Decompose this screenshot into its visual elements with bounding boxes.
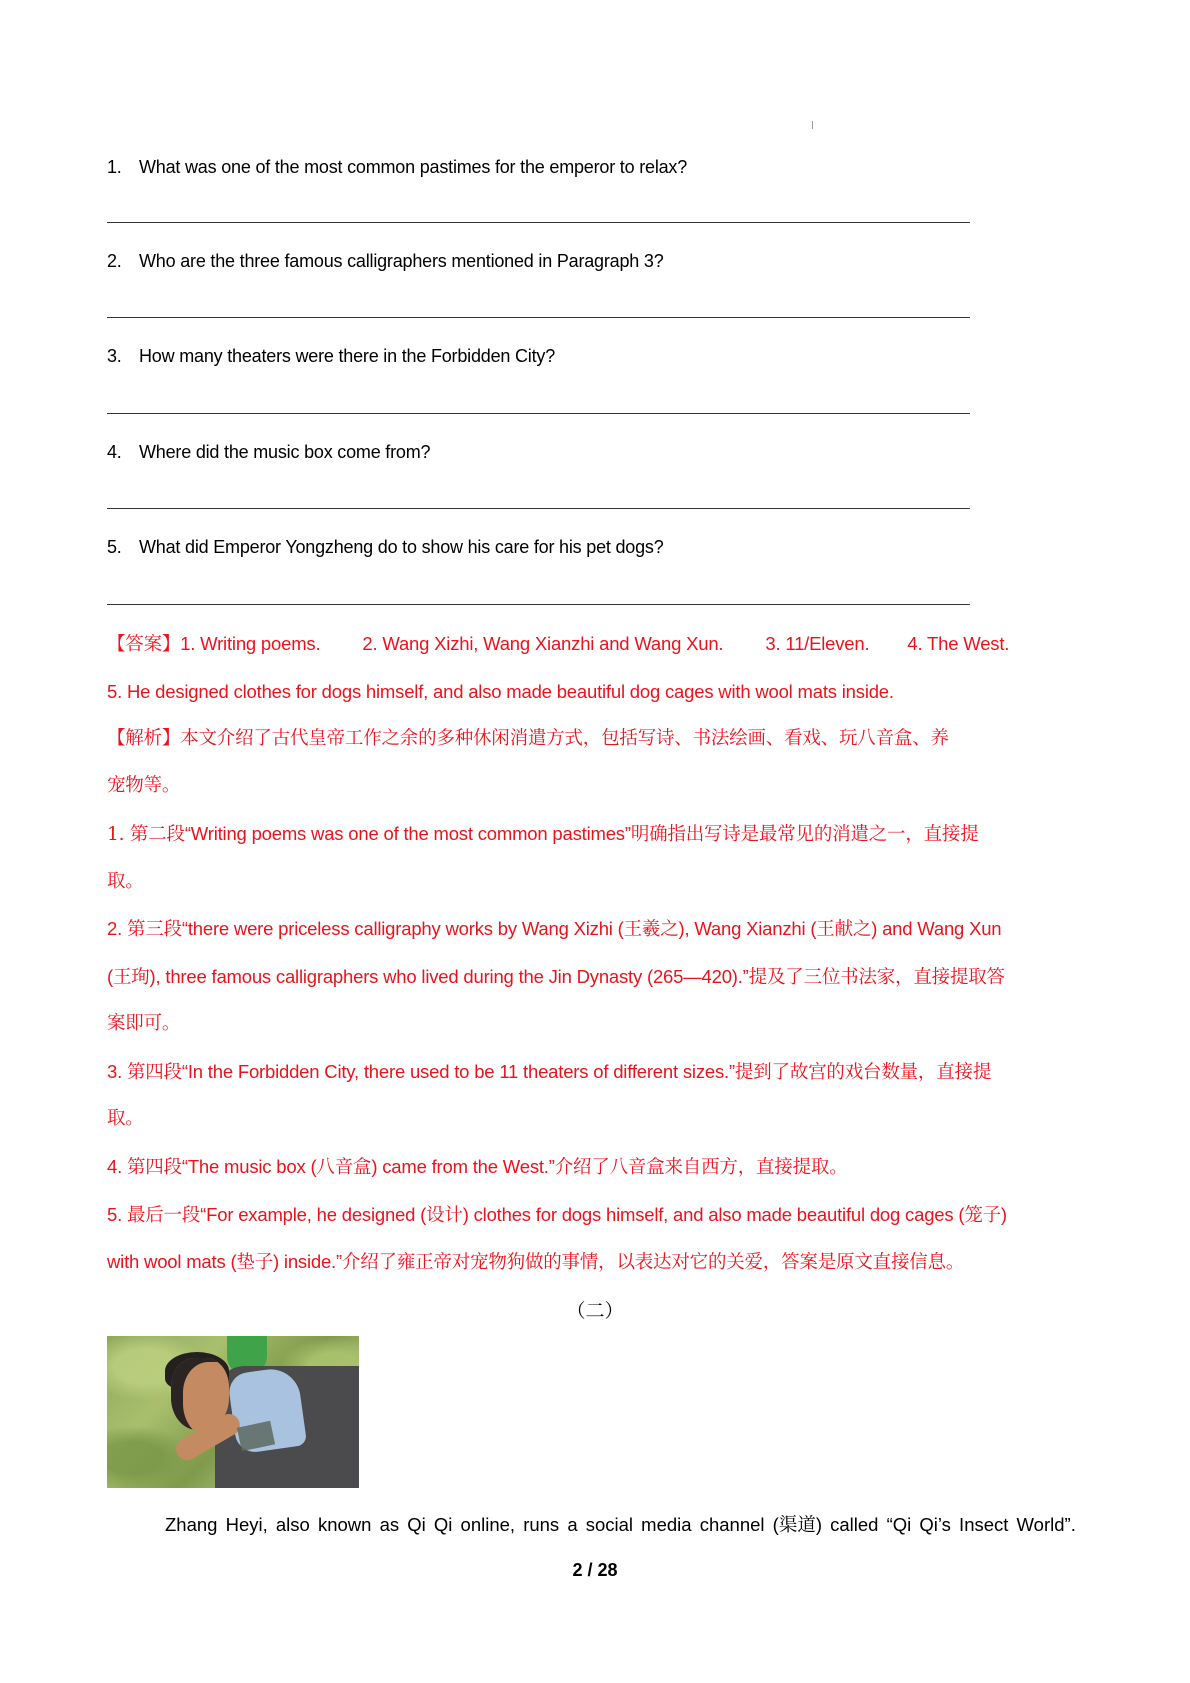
analysis-point-2-line-2: (王珣), three famous calligraphers who lived during the Jin Dynasty (265—420).”提及了三位书法家，直接提取答: [107, 966, 1005, 987]
answer-blank-line-5[interactable]: [107, 604, 970, 605]
analysis-intro-line-2: 宠物等。: [107, 775, 181, 796]
question-number: 4.: [107, 442, 122, 462]
answer-5-row: [107, 680, 894, 704]
analysis-point-3-line-1: 3. 第四段“In the Forbidden City, there used to be 11 theaters of different sizes.”提到了故宫的戏台数量，直接提: [107, 1061, 992, 1082]
analysis-point-5-line-1: 5. 最后一段“For example, he designed (设计) clothes for dogs himself, and also made beautiful dog cages (笼子): [107, 1204, 1007, 1225]
question-5: [107, 536, 664, 558]
question-text: How many theaters were there in the Forbidden City?: [139, 346, 556, 366]
question-2: [107, 250, 664, 272]
analysis-point-1-prefix: 1. 第二段: [107, 824, 185, 845]
passage-photo: [107, 1336, 359, 1488]
section-marker: （二）: [566, 1300, 624, 1322]
answer-key-label: 【答案】: [107, 634, 181, 655]
question-text: Who are the three famous calligraphers mentioned in Paragraph 3?: [139, 251, 664, 271]
analysis-point-5-line-2: with wool mats (垫子) inside.”介绍了雍正帝对宠物狗做的事情，以表达对它的关爱，答案是原文直接信息。: [107, 1251, 965, 1272]
question-number: 5.: [107, 537, 122, 557]
analysis-point-1-line-1: [107, 822, 979, 847]
question-number: 3.: [107, 346, 122, 366]
question-text: What did Emperor Yongzheng do to show his care for his pet dogs?: [139, 537, 664, 557]
cursor-tick-mark: [812, 121, 813, 129]
passage-first-line: Zhang Heyi, also known as Qi Qi online, runs a social media channel (渠道) called “Qi Qi’s Insect World”.: [165, 1514, 1076, 1535]
analysis-point-1-quote: “Writing poems was one of the most common pastimes”: [184, 823, 631, 844]
question-number: 2.: [107, 251, 122, 271]
answer-blank-line-3[interactable]: [107, 413, 970, 414]
question-number: 1.: [107, 157, 122, 177]
answer-key-row: [107, 632, 1009, 657]
question-text: What was one of the most common pastimes for the emperor to relax?: [139, 157, 688, 177]
analysis-point-3-line-2: 取。: [107, 1108, 144, 1129]
answer-blank-line-2[interactable]: [107, 317, 970, 318]
answer-4: 4. The West.: [907, 633, 1010, 654]
answer-3: 3. 11/Eleven.: [765, 633, 870, 654]
question-1: [107, 156, 687, 178]
analysis-point-2-line-3: 案即可。: [107, 1013, 181, 1034]
analysis-point-2-line-1: 2. 第三段“there were priceless calligraphy works by Wang Xizhi (王羲之), Wang Xianzhi (王献之) and Wang Xun: [107, 918, 1002, 939]
analysis-intro-line-1: [107, 727, 949, 751]
answer-2: 2. Wang Xizhi, Wang Xianzhi and Wang Xun.: [362, 633, 724, 654]
answer-blank-line-4[interactable]: [107, 508, 970, 509]
analysis-label: 【解析】: [107, 728, 181, 749]
analysis-point-4-line-1: 4. 第四段“The music box (八音盒) came from the West.”介绍了八音盒来自西方，直接提取。: [107, 1156, 848, 1177]
analysis-point-1-line-2: 取。: [107, 871, 144, 892]
answer-1: 1. Writing poems.: [180, 633, 321, 654]
analysis-intro-text: 本文介绍了古代皇帝工作之余的多种休闲消遣方式，包括写诗、书法绘画、看戏、玩八音盒、养: [180, 728, 949, 749]
analysis-point-1-suffix: 明确指出写诗是最常见的消遣之一，直接提: [630, 824, 979, 845]
question-4: [107, 441, 430, 463]
question-text: Where did the music box come from?: [139, 442, 431, 462]
answer-5: 5. He designed clothes for dogs himself, and also made beautiful dog cages with wool mats inside.: [107, 681, 894, 702]
question-3: [107, 345, 555, 367]
answer-blank-line-1[interactable]: [107, 222, 970, 223]
page-number: 2 / 28: [572, 1560, 618, 1580]
